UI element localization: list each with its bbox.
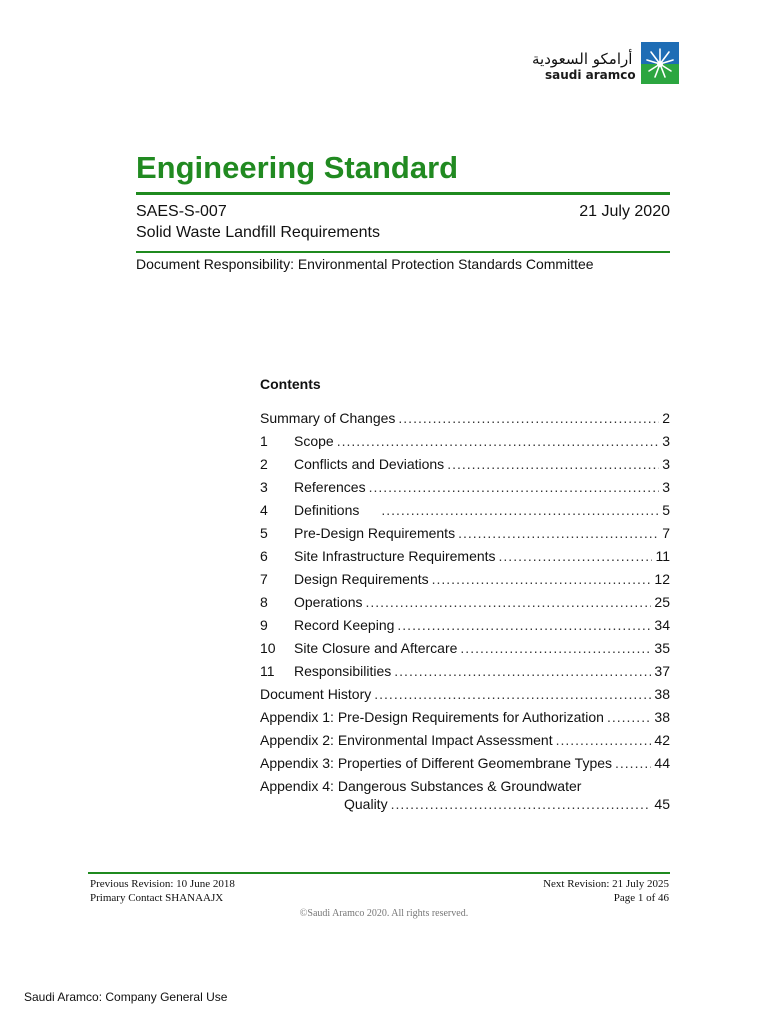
toc-entry-title: Appendix 2: Environmental Impact Assessment	[260, 732, 553, 748]
toc-leader-dots	[337, 433, 660, 449]
toc-entry-page: 2	[662, 410, 670, 426]
toc-entry-title: Responsibilities	[294, 663, 392, 679]
next-revision: Next Revision: 21 July 2025	[543, 878, 669, 890]
toc-entry-title: Operations	[294, 594, 363, 610]
toc-entry-title: Appendix 1: Pre-Design Requirements for Authorization	[260, 709, 604, 725]
toc-entry-title: Document History	[260, 686, 372, 702]
toc-entry-title: Summary of Changes	[260, 410, 396, 426]
toc-entry-page: 42	[654, 732, 670, 748]
toc-entry-title: Site Infrastructure Requirements	[294, 548, 496, 564]
toc-entry-page: 3	[662, 456, 670, 472]
toc-leader-dots	[397, 617, 651, 633]
footer-divider	[88, 872, 670, 874]
toc-entry-number: 2	[260, 456, 268, 472]
toc-entry-pre-design-requirements[interactable]	[260, 525, 670, 545]
toc-leader-dots	[499, 548, 653, 564]
copyright-notice: ©Saudi Aramco 2020. All rights reserved.	[299, 908, 469, 919]
toc-entry-title: References	[294, 479, 366, 495]
toc-entry-page: 12	[654, 571, 670, 587]
toc-leader-dots	[607, 709, 651, 725]
toc-entry-appendix-4[interactable]	[260, 778, 670, 798]
toc-entry-conflicts-and-deviations[interactable]	[260, 456, 670, 476]
toc-entry-page: 5	[662, 502, 670, 518]
toc-entry-number: 1	[260, 433, 268, 449]
document-number: SAES-S-007	[136, 203, 227, 220]
classification-label: Saudi Aramco: Company General Use	[24, 990, 228, 1004]
toc-entry-design-requirements[interactable]	[260, 571, 670, 591]
page-number: Page 1 of 46	[613, 892, 669, 904]
toc-entry-definitions[interactable]	[260, 502, 670, 522]
toc-entry-title: Appendix 3: Properties of Different Geomembrane Types	[260, 755, 613, 771]
toc-entry-number: 7	[260, 571, 268, 587]
document-subject: Solid Waste Landfill Requirements	[136, 224, 380, 241]
toc-entry-number: 6	[260, 548, 268, 564]
toc-entry-number: 4	[260, 502, 268, 518]
toc-entry-title: Design Requirements	[294, 571, 429, 587]
toc-entry-title: Appendix 4: Dangerous Substances & Groundwater	[260, 778, 582, 794]
toc-leader-dots	[460, 640, 651, 656]
toc-leader-dots	[365, 594, 651, 610]
toc-entry-title: Quality	[344, 796, 388, 812]
toc-entry-page: 38	[654, 686, 670, 702]
logo-arabic-text: أرامكو السعودية	[532, 50, 633, 68]
toc-entry-document-history[interactable]	[260, 686, 670, 706]
toc-entry-number: 11	[260, 663, 275, 679]
toc-leader-dots	[394, 663, 651, 679]
previous-revision: Previous Revision: 10 June 2018	[90, 878, 235, 890]
toc-leader-dots	[381, 502, 659, 518]
toc-entry-page: 3	[662, 433, 670, 449]
contents-heading: Contents	[260, 376, 321, 392]
toc-entry-record-keeping[interactable]	[260, 617, 670, 637]
toc-entry-number: 3	[260, 479, 268, 495]
toc-entry-references[interactable]	[260, 479, 670, 499]
document-date: 21 July 2020	[579, 203, 670, 220]
toc-entry-page: 45	[654, 796, 670, 812]
toc-leader-dots	[447, 456, 659, 472]
toc-entry-title: Definitions	[294, 502, 360, 518]
toc-entry-page: 7	[662, 525, 670, 541]
toc-leader-dots	[556, 732, 652, 748]
saudi-aramco-logo-icon	[641, 42, 679, 84]
toc-entry-title: Conflicts and Deviations	[294, 456, 445, 472]
toc-entry-page: 35	[654, 640, 670, 656]
toc-entry-title: Scope	[294, 433, 334, 449]
toc-entry-title: Record Keeping	[294, 617, 395, 633]
toc-entry-number: 8	[260, 594, 268, 610]
toc-entry-page: 44	[654, 755, 670, 771]
toc-leader-dots	[398, 410, 659, 426]
document-responsibility: Document Responsibility: Environmental Protection Standards Committee	[136, 256, 594, 272]
toc-leader-dots	[391, 796, 652, 812]
toc-entry-summary-of-changes[interactable]	[260, 410, 670, 430]
toc-leader-dots	[369, 479, 660, 495]
toc-entry-appendix-4-continued[interactable]	[344, 796, 670, 816]
toc-entry-title: Site Closure and Aftercare	[294, 640, 458, 656]
title-divider	[136, 192, 670, 195]
toc-entry-page: 38	[654, 709, 670, 725]
subject-divider	[136, 251, 670, 253]
toc-leader-dots	[374, 686, 651, 702]
toc-entry-appendix-1[interactable]	[260, 709, 670, 729]
toc-entry-site-closure-and-aftercare[interactable]	[260, 640, 670, 660]
toc-entry-number: 9	[260, 617, 268, 633]
toc-entry-page: 11	[655, 548, 670, 564]
toc-entry-number: 5	[260, 525, 268, 541]
toc-entry-scope[interactable]	[260, 433, 670, 453]
toc-entry-appendix-3[interactable]	[260, 755, 670, 775]
primary-contact: Primary Contact SHANAAJX	[90, 892, 224, 904]
toc-entry-responsibilities[interactable]	[260, 663, 670, 683]
toc-entry-page: 37	[654, 663, 670, 679]
toc-entry-page: 34	[654, 617, 670, 633]
toc-leader-dots	[432, 571, 652, 587]
toc-entry-page: 3	[662, 479, 670, 495]
logo-english-text: saudi aramco	[545, 68, 636, 82]
document-type-title: Engineering Standard	[136, 150, 459, 185]
toc-leader-dots	[615, 755, 651, 771]
toc-entry-operations[interactable]	[260, 594, 670, 614]
toc-leader-dots	[458, 525, 659, 541]
toc-entry-site-infrastructure-requirements[interactable]	[260, 548, 670, 568]
toc-entry-appendix-2[interactable]	[260, 732, 670, 752]
toc-entry-number: 10	[260, 640, 276, 656]
toc-entry-title: Pre-Design Requirements	[294, 525, 456, 541]
toc-entry-page: 25	[654, 594, 670, 610]
